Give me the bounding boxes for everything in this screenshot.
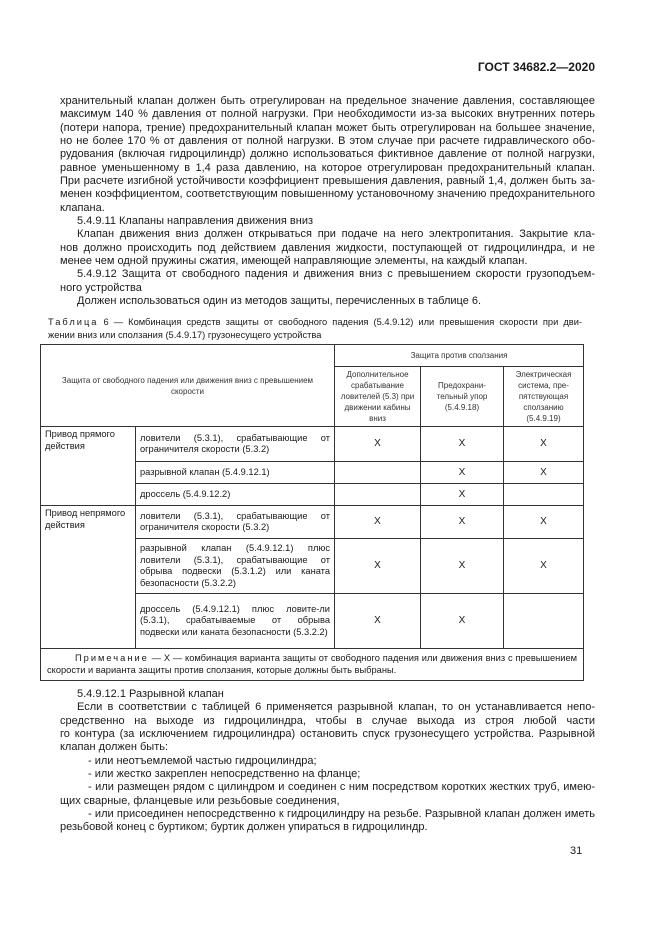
header-protection-fall: Защита от свободного падения или движения вниз с превышением скорости (41, 345, 335, 427)
table-note (41, 649, 584, 681)
text-line: Клапан движения вниз должен открываться при подаче на него электропитания. Закрытие кла- (77, 228, 595, 241)
text-line: средственно на выходе из гидроцилиндра, чтобы в случае выхода из строя любой части (60, 714, 595, 727)
page-number: 31 (570, 845, 583, 857)
note-label: Примечание (75, 653, 149, 663)
text-line: нов должно происходить под действием давления жидкости, поступающей от гидроцилиндра, и не (60, 241, 595, 254)
table-row (41, 427, 584, 462)
body-text-bottom (60, 688, 595, 835)
mark-cell: X (421, 462, 504, 484)
caption-text-line2: жении вниз или сползания (5.4.9.17) грузонесущего устройства (48, 330, 322, 340)
text-line: щих сварные, фланцевые или резьбовые соединения, (60, 794, 340, 807)
mark-cell: X (335, 427, 421, 462)
text-line: Если в соответствии с таблицей 6 применяется разрывной клапан, то он устанавливается непо- (77, 701, 595, 714)
protection-method-cell: разрывной клапан (5.4.9.12.1) плюс ловители (5.3.1), срабатывающие от обрыва подвески (5.3.1.2) или каната безопасности (5.3.2.2) (136, 539, 335, 594)
text-line: максимум 140 % давления от полной нагрузки. При необходимости из-за высоких внутренних потерь (60, 108, 595, 121)
header-protection-creep: Защита против сползания (335, 345, 584, 367)
caption-label: Таблица (48, 317, 99, 327)
note-text: — X — комбинация варианта защиты от свободного падения или движения вниз с превышением скорости и варианта защиты против сползания, которые должны быть выбраны. (47, 653, 578, 675)
mark-cell: X (504, 462, 584, 484)
mark-cell (504, 484, 584, 506)
text-line: клапан должен быть: (60, 741, 169, 754)
table-row (41, 506, 584, 539)
mark-cell (504, 594, 584, 649)
protection-method-cell: разрывной клапан (5.4.9.12.1) (136, 462, 335, 484)
body-text-top (60, 95, 595, 309)
text-line: Должен использоваться один из методов защиты, перечисленных в таблице 6. (77, 295, 482, 308)
table-6 (40, 344, 584, 681)
table-note-row (41, 649, 584, 681)
text-line: - или размещен рядом с цилиндром и соединен с ним посредством коротких жестких труб, имею- (88, 781, 595, 794)
subheader-cell: Электрическая система, пре-пятствующая сползанию (5.4.9.19) (504, 367, 584, 427)
mark-cell: X (335, 594, 421, 649)
subheader-cell: Дополнительное срабатывание ловителей (5.3) при движении кабины вниз (335, 367, 421, 427)
text-line: рудования (включая гидроцилиндр) должно использоваться фиктивное давление от полной нагрузки, (60, 148, 595, 161)
text-line: менен коэффициентом, соответствующим повышенному установочному значению предохранительного (60, 188, 595, 201)
mark-cell: X (504, 427, 584, 462)
mark-cell: X (421, 427, 504, 462)
text-line: но не более 170 % от давления от полной нагрузки. В этом случае при расчете гидравлического обо- (60, 135, 595, 148)
mark-cell: X (335, 506, 421, 539)
mark-cell: X (421, 506, 504, 539)
text-line: резьбовой конец с буртиком; буртик должен упираться в гидроцилиндр. (60, 821, 428, 834)
text-line: ного устройства (60, 281, 142, 294)
table-caption (48, 316, 582, 342)
subheader-cell: Предохрани-тельный упор (5.4.9.18) (421, 367, 504, 427)
mark-cell (335, 484, 421, 506)
mark-cell: X (504, 539, 584, 594)
caption-text: 6 — Комбинация средств защиты от свободного падения (5.4.9.12) или превышения скорости при дви- (98, 317, 582, 327)
text-line: равное уменьшенному в 1,4 раза давлению, на которое отрегулирован предохранительный клапан. (60, 161, 595, 174)
mark-cell (335, 462, 421, 484)
protection-method-cell: ловители (5.3.1), срабатывающие от ограничителя скорости (5.3.2) (136, 427, 335, 462)
table-header-row (41, 345, 584, 367)
text-line: - или жестко закреплен непосредственно на фланце; (88, 768, 361, 781)
text-line: (потери напора, трение) предохранительный клапан может быть отрегулирован на большее значение, (60, 121, 595, 134)
text-line: При расчете изгибной устойчивости коэффициент превышения давления, равный 1,4, должен быть за- (60, 175, 595, 188)
protection-method-cell: дроссель (5.4.9.12.2) (136, 484, 335, 506)
text-line: го контура (за исключением гидроцилиндра) остановить спуск грузонесущего устройства. Разрывной (60, 728, 595, 741)
text-line: 5.4.9.12.1 Разрывной клапан (77, 688, 224, 700)
protection-method-cell: ловители (5.3.1), срабатывающие от ограничителя скорости (5.3.2) (136, 506, 335, 539)
text-line: - или неотъемлемой частью гидроцилиндра; (88, 754, 317, 767)
text-line: - или присоединен непосредственно к гидроцилиндру на резьбе. Разрывной клапан должен иметь (88, 808, 595, 821)
mark-cell: X (335, 539, 421, 594)
mark-cell: X (421, 484, 504, 506)
mark-cell: X (421, 539, 504, 594)
protection-method-cell: дроссель (5.4.9.12.1) плюс ловите-ли (5.3.1), срабатываемые от обрыва подвески или каната безопасности (5.3.2.2) (136, 594, 335, 649)
text-line: 5.4.9.12 Защита от свободного падения и движения вниз с превышением скорости грузоподъем- (77, 268, 595, 281)
drive-type-cell: Привод непрямого действия (41, 506, 136, 649)
text-line: клапана. (60, 201, 105, 214)
text-line: 5.4.9.11 Клапаны направления движения вниз (77, 215, 314, 228)
mark-cell: X (504, 506, 584, 539)
drive-type-cell: Привод прямого действия (41, 427, 136, 506)
text-line: хранительный клапан должен быть отрегулирован на предельное значение давления, составляющее (60, 95, 595, 107)
text-line: менее чем одной пружины сжатия, имеющей направляющие элементы, на каждый клапан. (60, 255, 528, 268)
mark-cell: X (421, 594, 504, 649)
document-header: ГОСТ 34682.2—2020 (477, 60, 595, 74)
